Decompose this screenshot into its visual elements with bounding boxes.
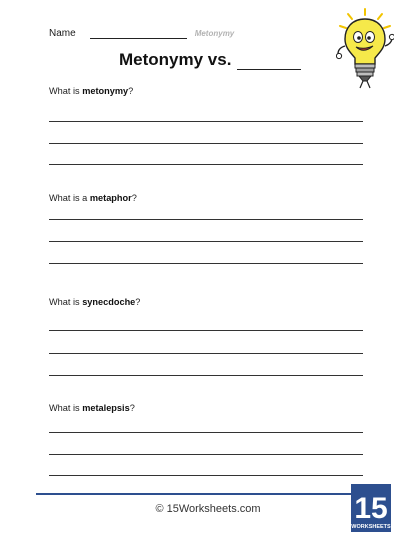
- question-2-prefix: What is a: [49, 193, 90, 203]
- question-4-suffix: ?: [129, 403, 135, 413]
- question-3: [49, 297, 140, 308]
- logo-text: WORKSHEETS: [351, 524, 391, 530]
- title-row: [119, 50, 301, 70]
- answer-line[interactable]: [49, 475, 363, 476]
- page-title: Metonymy vs.: [119, 50, 232, 69]
- answer-line[interactable]: [49, 375, 363, 376]
- question-3-term: synecdoche: [82, 297, 136, 307]
- question-1-term: metonymy: [82, 86, 129, 96]
- answer-line[interactable]: [49, 454, 363, 455]
- footer-divider: [36, 493, 352, 495]
- answer-line[interactable]: [49, 241, 363, 242]
- lightbulb-mascot-icon: [336, 8, 394, 90]
- name-row: [49, 25, 234, 39]
- name-blank-line: [90, 28, 187, 39]
- name-label: Name: [49, 28, 76, 39]
- answer-line[interactable]: [49, 432, 363, 433]
- question-2: [49, 193, 137, 204]
- answer-line[interactable]: [49, 164, 363, 165]
- question-3-suffix: ?: [135, 297, 141, 307]
- question-4: [49, 403, 135, 414]
- answer-line[interactable]: [49, 219, 363, 220]
- question-2-suffix: ?: [131, 193, 137, 203]
- question-1-prefix: What is: [49, 86, 83, 96]
- answer-line[interactable]: [49, 121, 363, 122]
- question-1-suffix: ?: [128, 86, 134, 96]
- title-blank-line: [237, 55, 301, 70]
- answer-line[interactable]: [49, 143, 363, 144]
- logo-number: 15: [354, 492, 388, 525]
- footer-copyright: © 15Worksheets.com: [155, 503, 261, 515]
- question-3-prefix: What is: [49, 297, 83, 307]
- answer-line[interactable]: [49, 330, 363, 331]
- answer-line[interactable]: [49, 353, 363, 354]
- question-4-term: metalepsis: [82, 403, 130, 413]
- answer-line[interactable]: [49, 263, 363, 264]
- topic-tag: Metonymy: [194, 29, 235, 38]
- question-1: [49, 86, 133, 97]
- 15worksheets-logo-icon: [351, 484, 391, 532]
- question-2-term: metaphor: [89, 193, 132, 203]
- question-4-prefix: What is: [49, 403, 83, 413]
